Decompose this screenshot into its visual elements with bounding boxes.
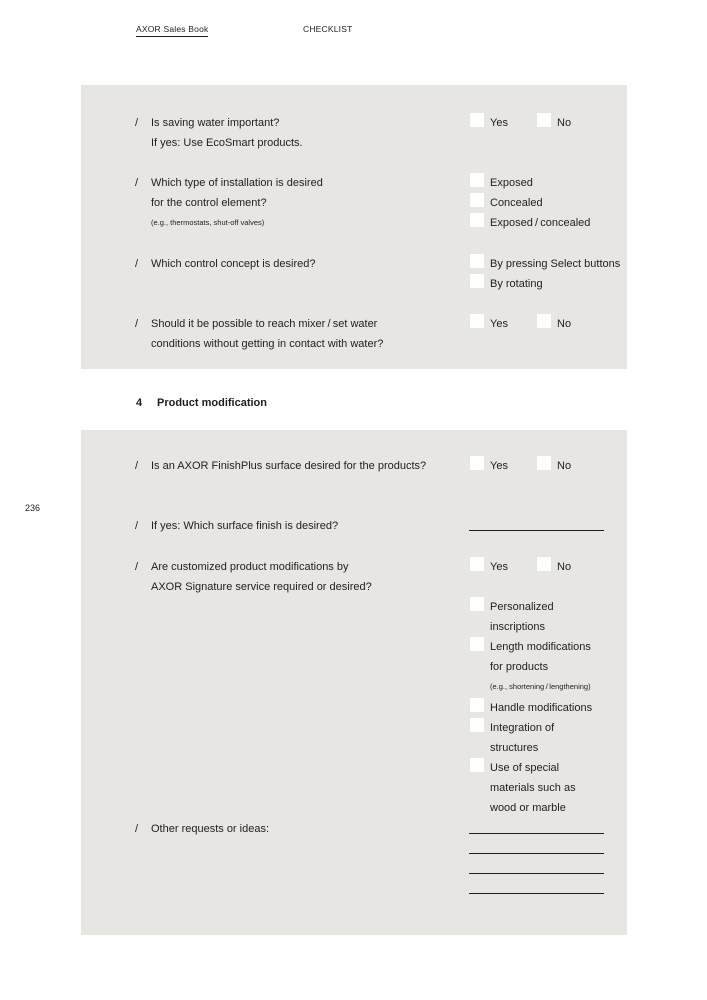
checkbox[interactable] [470, 314, 484, 328]
checkbox[interactable] [470, 637, 484, 651]
question-text: Should it be possible to reach mixer / set water [151, 318, 378, 330]
option-label: By pressing Select buttons [490, 258, 621, 270]
option-label: No [557, 460, 572, 472]
checkbox[interactable] [470, 718, 484, 732]
option-label: Concealed [490, 197, 543, 209]
checklist-panel-modification [81, 430, 627, 935]
checkbox[interactable] [470, 456, 484, 470]
other-requests-answer-line[interactable] [469, 853, 604, 854]
bullet-slash: / [135, 460, 139, 472]
checklist-panel-controls [81, 85, 627, 369]
checkbox[interactable] [470, 254, 484, 268]
section-title-text: Product modification [157, 397, 267, 409]
option-label: Yes [490, 318, 508, 330]
checkbox[interactable] [470, 193, 484, 207]
checkbox[interactable] [537, 456, 551, 470]
checkbox[interactable] [470, 758, 484, 772]
option-label: Personalized inscriptions [490, 601, 554, 634]
option-label: Yes [490, 460, 508, 472]
surface-finish-answer-line[interactable] [469, 530, 604, 531]
question-text: AXOR Signature service required or desired? [151, 581, 372, 594]
book-title: AXOR Sales Book [136, 24, 208, 37]
question-text: Is an AXOR FinishPlus surface desired for the products? [151, 460, 427, 472]
other-requests-answer-line[interactable] [469, 873, 604, 874]
checkbox[interactable] [470, 557, 484, 571]
option-label: No [557, 117, 572, 129]
bullet-slash: / [135, 561, 139, 573]
checkbox[interactable] [470, 113, 484, 127]
checkbox[interactable] [470, 213, 484, 227]
bullet-slash: / [135, 177, 139, 189]
option-label: Exposed / concealed [490, 217, 591, 229]
section-header: CHECKLIST [303, 24, 353, 34]
checkbox[interactable] [470, 698, 484, 712]
option-label: Yes [490, 561, 508, 573]
section-number: 4 [136, 397, 143, 409]
option-label: No [557, 561, 572, 573]
checkbox[interactable] [470, 274, 484, 288]
option-label: Length modifications for products (e.g., shortening / lengthening) [490, 641, 591, 692]
bullet-slash: / [135, 258, 139, 270]
option-label: No [557, 318, 572, 330]
bullet-slash: / [135, 318, 139, 330]
option-label: Yes [490, 117, 508, 129]
bullet-slash: / [135, 520, 139, 532]
checkbox[interactable] [470, 173, 484, 187]
checkbox[interactable] [537, 314, 551, 328]
question-text: If yes: Which surface finish is desired? [151, 520, 339, 532]
question-text: conditions without getting in contact with water? [151, 338, 384, 351]
checkbox[interactable] [537, 557, 551, 571]
question-note: (e.g., thermostats, shut-off valves) [151, 218, 265, 228]
section-title [136, 397, 267, 409]
checkbox[interactable] [537, 113, 551, 127]
option-label: Integration of structures [490, 722, 555, 755]
checkbox[interactable] [470, 597, 484, 611]
question-text: Is saving water important? [151, 117, 280, 129]
question-text: Other requests or ideas: [151, 823, 270, 835]
question-text: for the control element? [151, 197, 267, 210]
question-text: Are customized product modifications by [151, 561, 349, 573]
page-number: 236 [25, 503, 41, 513]
question-text: Which type of installation is desired [151, 177, 323, 189]
question-text: If yes: Use EcoSmart products. [151, 137, 303, 150]
bullet-slash: / [135, 117, 139, 129]
option-label: Handle modifications [490, 702, 593, 714]
other-requests-answer-line[interactable] [469, 893, 604, 894]
option-label: Exposed [490, 177, 533, 189]
other-requests-answer-line[interactable] [469, 833, 604, 834]
option-label: Use of special materials such as wood or marble [490, 762, 576, 815]
question-text: Which control concept is desired? [151, 258, 316, 270]
option-label: By rotating [490, 278, 543, 290]
bullet-slash: / [135, 823, 139, 835]
